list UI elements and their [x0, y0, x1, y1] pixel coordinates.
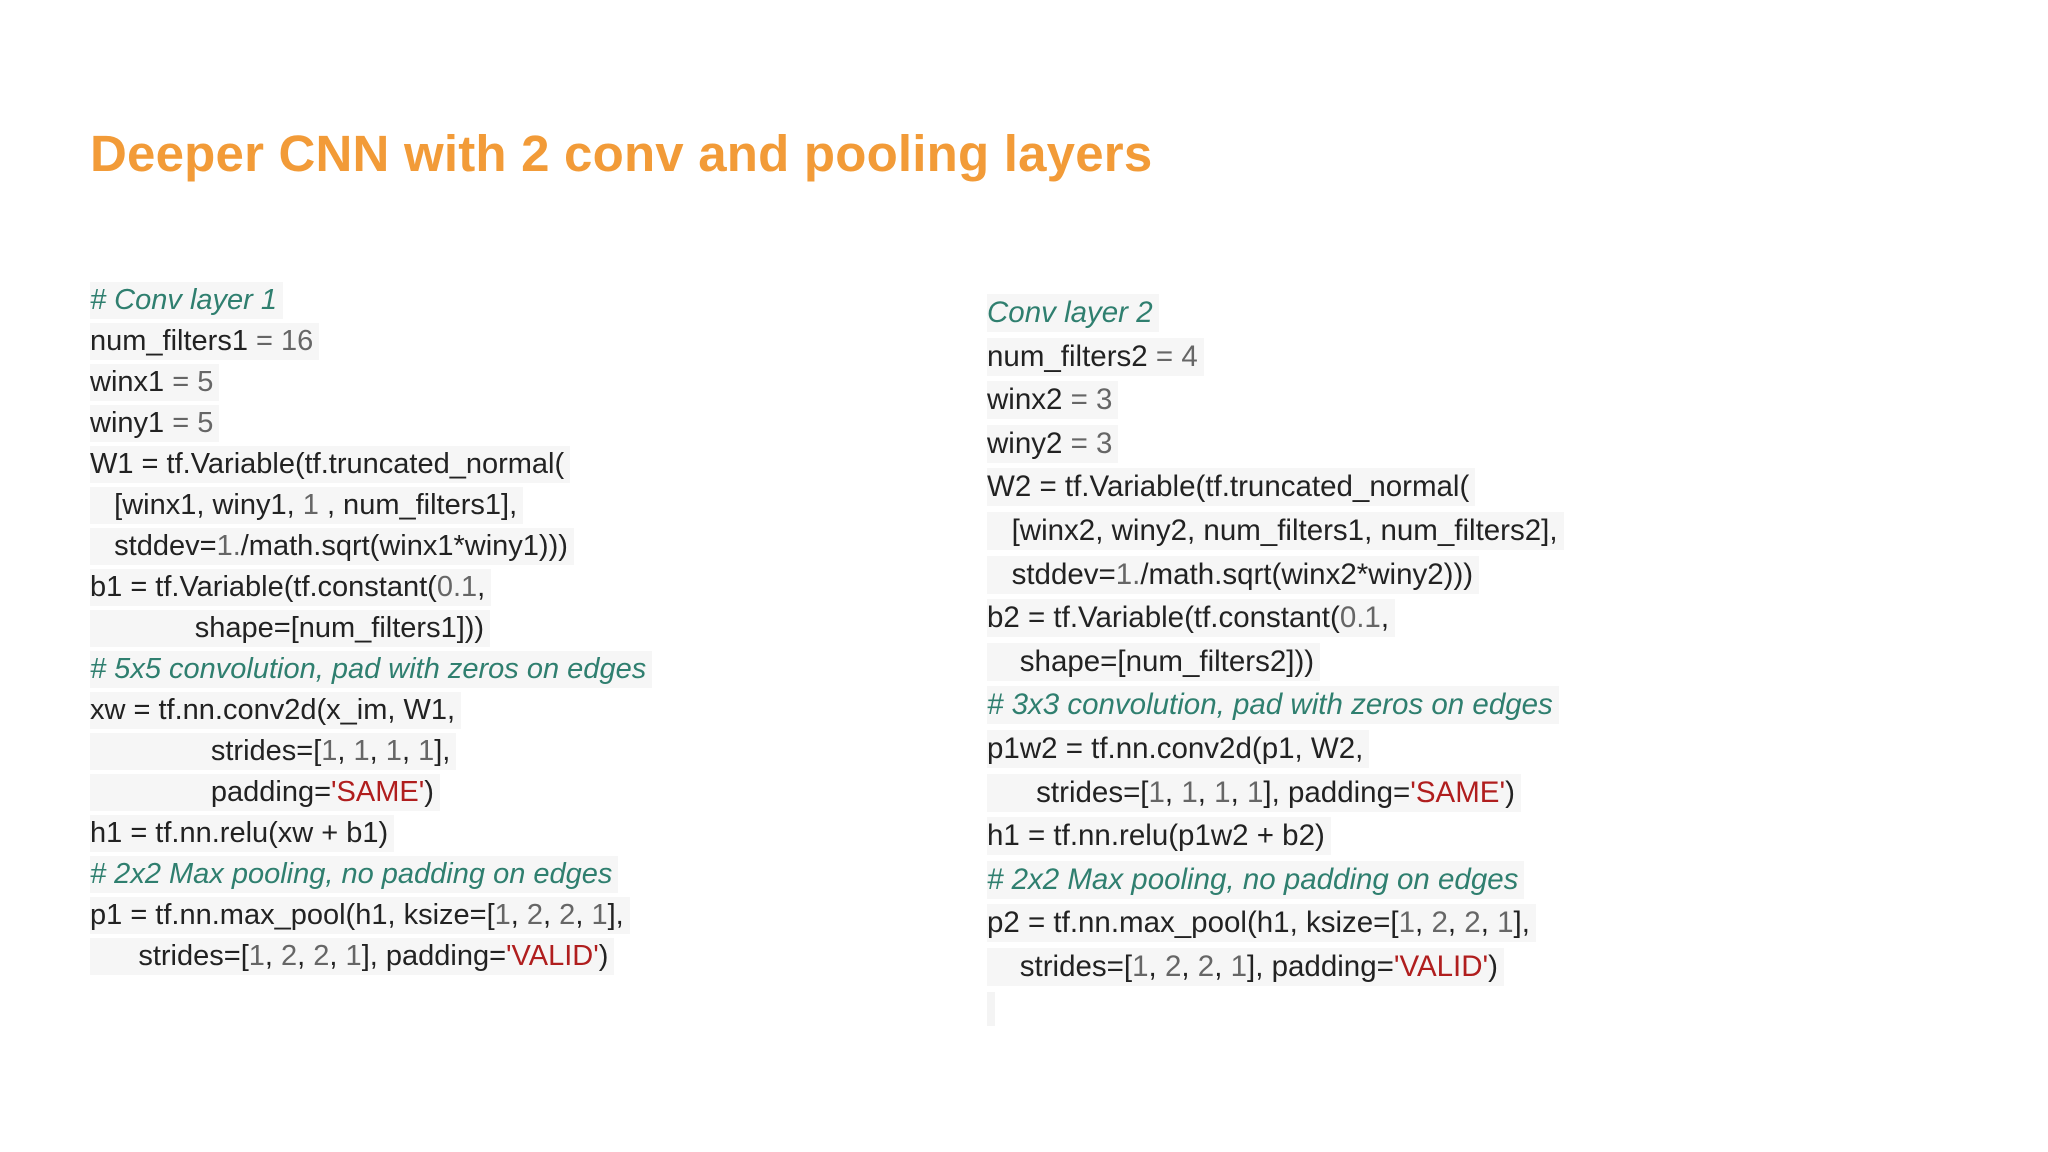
code-line [90, 487, 652, 528]
code-text: , [264, 940, 282, 972]
code-line-text [90, 651, 652, 688]
code-line [987, 425, 1564, 469]
code-line [90, 528, 652, 569]
code-line-text [987, 861, 1524, 899]
code-text: p1 = tf.nn.max_pool(h1, ksize=[ [90, 899, 495, 931]
code-text: , [401, 735, 419, 767]
code-text: winx1 [90, 366, 173, 398]
code-line-text [90, 733, 456, 770]
code-comment: # 3x3 convolution, pad with zeros on edges [987, 688, 1553, 722]
code-number: 1 [345, 940, 362, 972]
code-line-text [987, 643, 1320, 681]
code-text: , [329, 940, 346, 972]
code-line [987, 556, 1564, 600]
code-line [90, 815, 652, 856]
code-text: num_filters1 [90, 325, 257, 357]
code-number: 1 [321, 735, 338, 767]
code-line-text [987, 948, 1504, 986]
code-line-text [987, 686, 1559, 724]
code-text: strides=[ [90, 735, 322, 767]
code-line-text [90, 897, 630, 934]
code-line-text [90, 282, 283, 319]
code-text: , [369, 735, 386, 767]
code-line-text [987, 556, 1479, 594]
code-text: p2 = tf.nn.max_pool(h1, ksize=[ [987, 906, 1399, 940]
code-line-text [987, 468, 1475, 506]
code-string: 'VALID' [506, 940, 599, 972]
code-text: , [477, 571, 486, 603]
code-line [90, 569, 652, 610]
code-text: , [337, 735, 354, 767]
code-comment: Conv layer 2 [987, 296, 1153, 329]
code-number: 1 [1497, 906, 1514, 940]
code-text: , [1197, 775, 1215, 809]
code-text: , [1230, 775, 1247, 809]
code-text: , [1214, 949, 1231, 983]
code-text: [winx2, winy2, num_filters1, num_filters2], [987, 513, 1558, 547]
code-line [90, 692, 652, 733]
code-number: 1 [353, 735, 370, 767]
code-text: b2 = tf.Variable(tf.constant( [987, 601, 1340, 635]
code-number: 1 [1214, 775, 1231, 809]
code-line-text [90, 815, 394, 852]
code-text: ], [434, 735, 451, 767]
code-number: 0.1 [1339, 601, 1381, 635]
code-number: = 4 [1155, 339, 1198, 373]
code-number: 1 [1148, 775, 1165, 809]
code-text: ) [1505, 775, 1515, 809]
code-text: ], padding= [361, 940, 507, 972]
code-number: 2 [1431, 906, 1448, 940]
code-line-text [90, 610, 490, 647]
code-text: ], padding= [1247, 949, 1394, 983]
code-number: 1 [248, 940, 265, 972]
code-line-text [90, 692, 461, 729]
code-line [90, 364, 652, 405]
code-line-text [987, 904, 1536, 942]
code-text: ) [424, 776, 434, 808]
code-number: 1 [1230, 949, 1248, 983]
code-text: winx2 [987, 383, 1071, 417]
code-comment: # 2x2 Max pooling, no padding on edges [90, 858, 613, 890]
code-number: 1 [418, 735, 435, 767]
code-line [987, 861, 1564, 905]
code-text: , [543, 899, 560, 931]
code-line [90, 282, 652, 323]
code-text: /math.sqrt(winx1*winy1))) [240, 530, 568, 562]
code-number: = 3 [1070, 383, 1113, 417]
code-line [90, 651, 652, 692]
code-line [987, 512, 1564, 556]
code-number: 1 [1132, 949, 1149, 983]
code-text: W2 = tf.Variable(tf.truncated_normal( [987, 470, 1470, 504]
code-line [90, 856, 652, 897]
code-comment: # 5x5 convolution, pad with zeros on edges [90, 653, 647, 685]
code-block-conv-layer-2 [987, 294, 1564, 1035]
code-number: 2 [559, 899, 576, 931]
code-line [90, 446, 652, 487]
code-text: ) [598, 940, 609, 972]
code-line [987, 992, 1564, 1036]
code-text: strides=[ [987, 775, 1149, 809]
code-line-text [90, 487, 523, 524]
code-line [987, 599, 1564, 643]
code-text: shape=[num_filters2])) [987, 644, 1315, 678]
code-line [90, 733, 652, 774]
code-text: padding= [90, 776, 332, 808]
code-line [987, 904, 1564, 948]
code-line [987, 948, 1564, 992]
code-text: [winx1, winy1, [90, 489, 303, 521]
code-text: winy1 [90, 407, 173, 439]
code-line-text [90, 405, 219, 442]
code-line [90, 323, 652, 364]
code-line-text [90, 364, 219, 401]
code-text: , [1148, 949, 1165, 983]
code-text: , [297, 940, 314, 972]
code-line-text [987, 730, 1369, 768]
code-text: p1w2 = tf.nn.conv2d(p1, W2, [987, 731, 1364, 765]
code-string: 'SAME' [331, 776, 425, 808]
code-text: , [1164, 775, 1182, 809]
code-number: = 16 [256, 325, 314, 357]
code-number: 2 [313, 940, 330, 972]
code-line-text [987, 425, 1118, 463]
code-number: 1 [1181, 775, 1198, 809]
code-text: stddev= [987, 557, 1116, 591]
code-string: 'VALID' [1393, 949, 1489, 983]
code-text: h1 = tf.nn.relu(xw + b1) [90, 817, 389, 849]
code-line [987, 643, 1564, 687]
code-text: b1 = tf.Variable(tf.constant( [90, 571, 437, 603]
code-number: 1 [385, 735, 402, 767]
code-block-conv-layer-1 [90, 282, 652, 979]
code-line [987, 468, 1564, 512]
code-line [90, 938, 652, 979]
code-text: num_filters2 [987, 339, 1156, 373]
code-line-text [90, 856, 618, 893]
code-number: 1 [591, 899, 608, 931]
code-number: 2 [1464, 906, 1481, 940]
code-line [987, 817, 1564, 861]
code-text: , [1181, 949, 1198, 983]
code-text: winy2 [987, 426, 1071, 460]
code-line-text [90, 938, 614, 975]
code-line [987, 730, 1564, 774]
code-line-text [90, 569, 491, 606]
code-text: , [1480, 906, 1498, 940]
code-text: ) [1488, 949, 1498, 983]
code-text: , [1380, 601, 1390, 635]
code-number: 1. [1115, 557, 1141, 591]
code-line-text [987, 381, 1118, 419]
code-number: 2 [1164, 949, 1182, 983]
code-number: 1 [302, 489, 319, 521]
code-text: strides=[ [987, 949, 1133, 983]
code-line-text [987, 512, 1564, 550]
code-number: = 5 [172, 366, 214, 398]
code-number: 1 [1398, 906, 1416, 940]
code-text: /math.sqrt(winx2*winy2))) [1140, 557, 1474, 591]
code-line-text [987, 338, 1204, 376]
code-line-text [987, 817, 1331, 855]
code-string: 'SAME' [1410, 775, 1506, 809]
code-line-text [90, 774, 440, 811]
code-text: ], [1513, 906, 1530, 940]
code-line [987, 686, 1564, 730]
code-line-text [987, 774, 1521, 812]
code-line [987, 294, 1564, 338]
code-line [987, 381, 1564, 425]
empty-code-line [987, 992, 995, 1026]
slide-title: Deeper CNN with 2 conv and pooling layers [90, 125, 1153, 182]
code-number: 1. [216, 530, 241, 562]
code-text: , [575, 899, 592, 931]
code-line-text [987, 294, 1159, 332]
code-comment: # Conv layer 1 [90, 284, 277, 316]
code-number: 2 [1197, 949, 1215, 983]
code-text: , [1447, 906, 1465, 940]
code-number: = 3 [1070, 426, 1113, 460]
code-number: 0.1 [436, 571, 478, 603]
code-number: = 5 [172, 407, 214, 439]
code-text: , [1415, 906, 1432, 940]
code-text: W1 = tf.Variable(tf.truncated_normal( [90, 448, 565, 480]
code-line [90, 610, 652, 651]
code-line [987, 338, 1564, 382]
code-line [987, 774, 1564, 818]
code-number: 2 [526, 899, 544, 931]
code-number: 1 [1246, 775, 1264, 809]
code-number: 1 [494, 899, 511, 931]
code-text: stddev= [90, 530, 217, 562]
code-text: ], padding= [1263, 775, 1411, 809]
code-line [90, 405, 652, 446]
code-line [90, 774, 652, 815]
code-text: h1 = tf.nn.relu(p1w2 + b2) [987, 819, 1325, 853]
code-text: ], [607, 899, 624, 931]
code-line-text [987, 599, 1395, 637]
code-text: , num_filters1], [318, 489, 518, 521]
code-text: xw = tf.nn.conv2d(x_im, W1, [90, 694, 456, 726]
code-text: strides=[ [90, 940, 249, 972]
code-number: 2 [281, 940, 298, 972]
code-line-text [90, 446, 570, 483]
code-text: shape=[num_filters1])) [90, 612, 485, 644]
code-text: , [510, 899, 527, 931]
code-line-text [90, 528, 574, 565]
code-comment: # 2x2 Max pooling, no padding on edges [987, 862, 1519, 896]
code-line-text [90, 323, 319, 360]
code-line [90, 897, 652, 938]
